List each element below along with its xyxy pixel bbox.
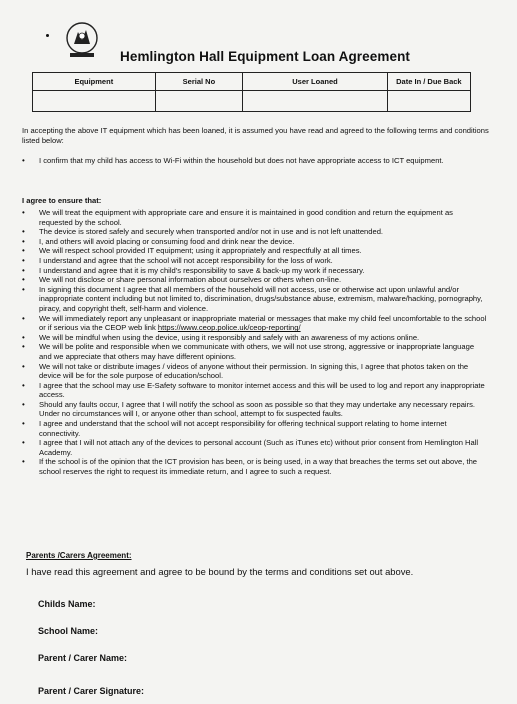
date-cell[interactable] xyxy=(387,91,470,112)
childs-name-field[interactable]: Childs Name: xyxy=(38,599,96,609)
col-equipment: Equipment xyxy=(33,73,156,91)
list-item: • I confirm that my child has access to Wi-Fi within the household but does not have appropriate access to ICT equipment. xyxy=(18,156,488,166)
list-item: • We will respect school provided IT equipment; using it appropriately and respectfully at all times. xyxy=(18,246,488,256)
school-logo xyxy=(64,20,100,60)
bullet-dot xyxy=(46,34,49,37)
user-cell[interactable] xyxy=(243,91,388,112)
serial-cell[interactable] xyxy=(155,91,243,112)
list-item: • I, and others will avoid placing or consuming food and drink near the device. xyxy=(18,237,488,247)
agree-list xyxy=(18,208,488,477)
page-title: Hemlington Hall Equipment Loan Agreement xyxy=(120,49,411,64)
list-item xyxy=(18,314,488,333)
agree-heading: I agree to ensure that: xyxy=(22,196,102,205)
ceop-text: We will immediately report any unpleasant or inappropriate material or messages that make my child feel uncomfortable to the school or if serious via the CEOP web link xyxy=(39,313,487,333)
parents-statement: I have read this agreement and agree to be bound by the terms and conditions set out above. xyxy=(26,566,414,577)
list-item: • I agree that I will not attach any of the devices to personal account (Such as iTunes etc) without prior consent from Hemlington Hall Academy. xyxy=(18,438,488,457)
table-row xyxy=(33,91,471,112)
list-item: • We will be polite and responsible when we communicate with others, we will not use strong, aggressive or inappropriate language and we appreciate that others may have different opinions. xyxy=(18,342,488,361)
intro-text: In accepting the above IT equipment which has been loaned, it is assumed you have read and agreed to the following terms and conditions listed below: xyxy=(22,126,489,145)
list-item: • I agree and understand that the school will not accept responsibility for offering technical support relating to home internet connectivity. xyxy=(18,419,488,438)
list-item: • We will not disclose or share personal information about ourselves or others when on-line. xyxy=(18,275,488,285)
equipment-table xyxy=(32,72,471,112)
table-header-row xyxy=(33,73,471,91)
list-item: • I understand and agree that it is my child's responsibility to save & back-up my work if necessary. xyxy=(18,266,488,276)
list-item: • I understand and agree that the school will not accept responsibility for the loss of work. xyxy=(18,256,488,266)
list-item: • If the school is of the opinion that the ICT provision has been, or is being used, in a way that breaches the terms set out above, the school reserves the right to request its immediate return, and I agree to such a request. xyxy=(18,457,488,476)
list-item: • I agree that the school may use E-Safety software to monitor internet access and this will be used to log and report any inappropriate access. xyxy=(18,381,488,400)
parents-heading: Parents /Carers Agreement: xyxy=(26,551,132,560)
col-date: Date In / Due Back xyxy=(387,73,470,91)
parent-name-field[interactable]: Parent / Carer Name: xyxy=(38,653,128,663)
list-item: • We will treat the equipment with appropriate care and ensure it is maintained in good condition and return the equipment as requested by the school. xyxy=(18,208,488,227)
ceop-link[interactable]: https://www.ceop.police.uk/ceop-reporting/ xyxy=(157,323,301,333)
list-item: • Should any faults occur, I agree that I will notify the school as soon as possible so that they may undertake any necessary repairs. Under no circumstances will I, or anyone other than school, attempt to fix suspected faults. xyxy=(18,400,488,419)
list-item: • The device is stored safely and securely when transported and/or not in use and is not left unattended. xyxy=(18,227,488,237)
list-item: • In signing this document I agree that all members of the household will not access, use or otherwise act upon unlawful and/or inappropriate content including but not limited to, discrimination, drugs/substance abuse, extremism, malware/hacking, pornography, piracy, and copyright theft, self-harm and violence. xyxy=(18,285,488,314)
list-item: • We will be mindful when using the device, using it responsibly and safely with an awareness of my actions online. xyxy=(18,333,488,343)
col-serial-no: Serial No xyxy=(155,73,243,91)
parent-signature-field[interactable]: Parent / Carer Signature: xyxy=(38,686,145,696)
col-user-loaned: User Loaned xyxy=(243,73,388,91)
equipment-cell[interactable] xyxy=(33,91,156,112)
school-name-field[interactable]: School Name: xyxy=(38,626,99,636)
list-item: • We will not take or distribute images / videos of anyone without their permission. In signing this, I agree that photos taken on the device will be for the sole purpose of education/school. xyxy=(18,362,488,381)
confirm-list xyxy=(18,156,488,166)
